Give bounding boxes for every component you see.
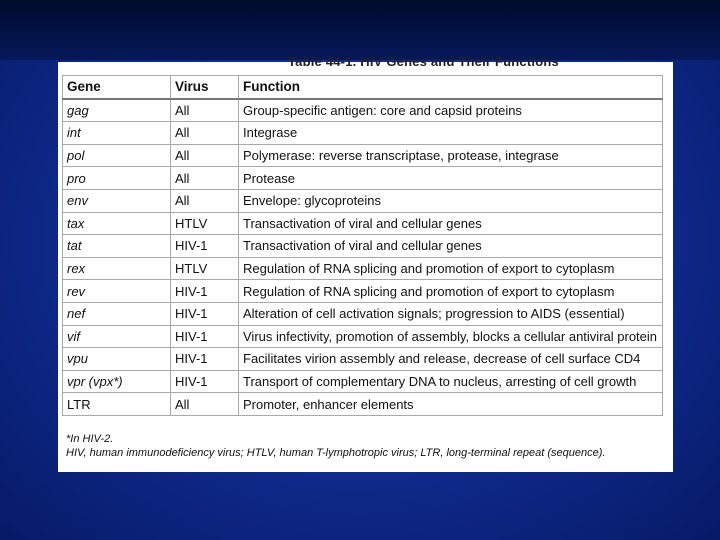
function-cell: Integrase bbox=[239, 122, 663, 145]
gene-function-table bbox=[62, 75, 663, 416]
header-gene: Gene bbox=[63, 76, 171, 99]
function-cell: Envelope: glycoproteins bbox=[239, 189, 663, 212]
function-cell: Group-specific antigen: core and capsid proteins bbox=[239, 99, 663, 122]
table-row bbox=[63, 302, 663, 325]
function-cell: Regulation of RNA splicing and promotion of export to cytoplasm bbox=[239, 280, 663, 303]
table-header-row bbox=[63, 76, 663, 99]
virus-cell: HTLV bbox=[171, 257, 239, 280]
table-row bbox=[63, 212, 663, 235]
function-cell: Regulation of RNA splicing and promotion of export to cytoplasm bbox=[239, 257, 663, 280]
footnote-abbreviations: HIV, human immunodeficiency virus; HTLV, human T-lymphotropic virus; LTR, long-terminal repeat (sequence). bbox=[66, 447, 606, 459]
gene-cell: vpr (vpx*) bbox=[63, 370, 171, 393]
function-cell: Transactivation of viral and cellular genes bbox=[239, 212, 663, 235]
virus-cell: HTLV bbox=[171, 212, 239, 235]
virus-cell: HIV-1 bbox=[171, 348, 239, 371]
function-cell: Transport of complementary DNA to nucleus, arresting of cell growth bbox=[239, 370, 663, 393]
gene-cell: rex bbox=[63, 257, 171, 280]
table-caption: Table 44-1. HIV Genes and Their Functions bbox=[288, 54, 559, 69]
gene-cell: tat bbox=[63, 235, 171, 258]
virus-cell: All bbox=[171, 167, 239, 190]
table-row bbox=[63, 280, 663, 303]
header-function: Function bbox=[239, 76, 663, 99]
table-row bbox=[63, 235, 663, 258]
gene-cell: env bbox=[63, 189, 171, 212]
table-image-card bbox=[58, 54, 673, 472]
table-row bbox=[63, 167, 663, 190]
gene-cell: pro bbox=[63, 167, 171, 190]
gene-cell: int bbox=[63, 122, 171, 145]
table-row bbox=[63, 257, 663, 280]
virus-cell: All bbox=[171, 144, 239, 167]
function-cell: Polymerase: reverse transcriptase, protease, integrase bbox=[239, 144, 663, 167]
virus-cell: All bbox=[171, 189, 239, 212]
gene-cell: gag bbox=[63, 99, 171, 122]
table-row bbox=[63, 370, 663, 393]
gene-cell: rev bbox=[63, 280, 171, 303]
virus-cell: HIV-1 bbox=[171, 235, 239, 258]
function-cell: Facilitates virion assembly and release, decrease of cell surface CD4 bbox=[239, 348, 663, 371]
function-cell: Protease bbox=[239, 167, 663, 190]
footnote-asterisk: *In HIV-2. bbox=[66, 433, 114, 445]
table-row bbox=[63, 325, 663, 348]
gene-cell: nef bbox=[63, 302, 171, 325]
table-row bbox=[63, 393, 663, 416]
function-cell: Virus infectivity, promotion of assembly, blocks a cellular antiviral protein bbox=[239, 325, 663, 348]
gene-cell: LTR bbox=[63, 393, 171, 416]
virus-cell: All bbox=[171, 122, 239, 145]
table-row bbox=[63, 144, 663, 167]
gene-cell: vif bbox=[63, 325, 171, 348]
gene-cell: vpu bbox=[63, 348, 171, 371]
table-row bbox=[63, 122, 663, 145]
table-row bbox=[63, 99, 663, 122]
function-cell: Promoter, enhancer elements bbox=[239, 393, 663, 416]
table-row bbox=[63, 189, 663, 212]
virus-cell: HIV-1 bbox=[171, 370, 239, 393]
gene-cell: tax bbox=[63, 212, 171, 235]
function-cell: Transactivation of viral and cellular genes bbox=[239, 235, 663, 258]
virus-cell: All bbox=[171, 99, 239, 122]
gene-cell: pol bbox=[63, 144, 171, 167]
function-cell: Alteration of cell activation signals; progression to AIDS (essential) bbox=[239, 302, 663, 325]
header-virus: Virus bbox=[171, 76, 239, 99]
virus-cell: HIV-1 bbox=[171, 302, 239, 325]
virus-cell: HIV-1 bbox=[171, 325, 239, 348]
table-row bbox=[63, 348, 663, 371]
slide-top-band bbox=[0, 0, 720, 60]
virus-cell: All bbox=[171, 393, 239, 416]
table-footnotes bbox=[66, 432, 666, 460]
virus-cell: HIV-1 bbox=[171, 280, 239, 303]
